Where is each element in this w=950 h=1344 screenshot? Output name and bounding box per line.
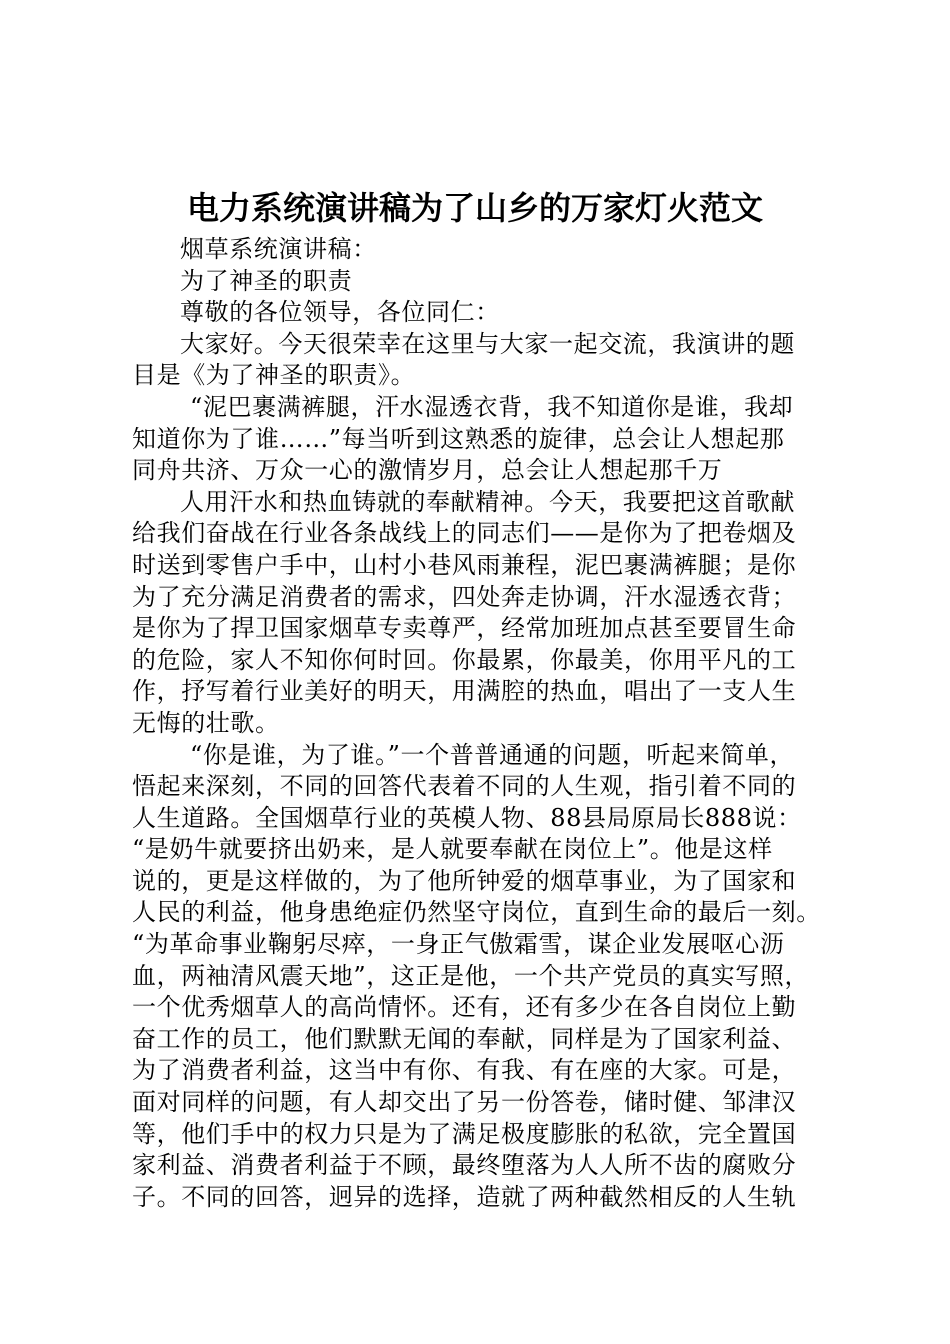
text-line: 人民的利益，他身患绝症仍然坚守岗位，直到生命的最后一刻。 (132, 898, 821, 927)
text-line: 血，两袖清风震天地”，这正是他，一个共产党员的真实写照， (132, 961, 810, 990)
text-line: 为了消费者利益，这当中有你、有我、有在座的大家。可是， (132, 1056, 797, 1085)
text-line: “为革命事业鞠躬尽瘁，一身正气傲霜雪，谋企业发展呕心沥 (132, 930, 785, 959)
text-line: 人用汗水和热血铸就的奉献精神。今天，我要把这首歌献 (180, 487, 795, 516)
text-line: 人生道路。全国烟草行业的英模人物、88县局原局长888说： (132, 803, 802, 832)
text-line: 家利益、消费者利益于不顾，最终堕落为人人所不齿的腐败分 (132, 1151, 797, 1180)
text-line: 为了神圣的职责 (180, 266, 353, 295)
text-line: 子。不同的回答，迥异的选择，造就了两种截然相反的人生轨 (132, 1182, 797, 1211)
text-line: 的危险，家人不知你何时回。你最累，你最美，你用平凡的工 (132, 645, 797, 674)
text-line: 等，他们手中的权力只是为了满足极度膨胀的私欲，完全置国 (132, 1119, 797, 1148)
text-line: 一个优秀烟草人的高尚情怀。还有，还有多少在各自岗位上勤 (132, 993, 797, 1022)
text-line: “你是谁，为了谁。”一个普普通通的问题，听起来简单， (190, 740, 795, 769)
text-line: 是你为了捍卫国家烟草专卖尊严，经常加班加点甚至要冒生命 (132, 614, 797, 643)
text-line: “泥巴裹满裤腿，汗水湿透衣背，我不知道你是谁，我却 (190, 392, 794, 421)
document-title: 电力系统演讲稿为了山乡的万家灯火范文 (186, 189, 763, 227)
text-line: 给我们奋战在行业各条战线上的同志们——是你为了把卷烟及 (132, 519, 797, 548)
text-line: “是奶牛就要挤出奶来，是人就要奉献在岗位上”。他是这样 (132, 835, 773, 864)
text-line: 时送到零售户手中，山村小巷风雨兼程，泥巴裹满裤腿；是你 (132, 550, 797, 579)
text-line: 说的，更是这样做的，为了他所钟爱的烟草事业，为了国家和 (132, 866, 797, 895)
text-line: 面对同样的问题，有人却交出了另一份答卷，储时健、邹津汉 (132, 1088, 797, 1117)
text-line: 同舟共济、万众一心的激情岁月，总会让人想起那千万 (132, 456, 723, 485)
text-line: 作，抒写着行业美好的明天，用满腔的热血，唱出了一支人生 (132, 677, 797, 706)
text-line: 目是《为了神圣的职责》。 (132, 361, 416, 390)
text-line: 大家好。今天很荣幸在这里与大家一起交流，我演讲的题 (180, 329, 795, 358)
text-line: 尊敬的各位领导，各位同仁： (180, 298, 500, 327)
text-line: 为了充分满足消费者的需求，四处奔走协调，汗水湿透衣背； (132, 582, 797, 611)
text-line: 悟起来深刻，不同的回答代表着不同的人生观，指引着不同的 (132, 772, 797, 801)
text-line: 奋工作的员工，他们默默无闻的奉献，同样是为了国家利益、 (132, 1024, 797, 1053)
text-line: 无悔的壮歌。 (132, 708, 280, 737)
text-line: 知道你为了谁……”每当听到这熟悉的旋律，总会让人想起那 (132, 424, 785, 453)
document-body (132, 234, 832, 1213)
text-line: 烟草系统演讲稿： (180, 235, 377, 263)
